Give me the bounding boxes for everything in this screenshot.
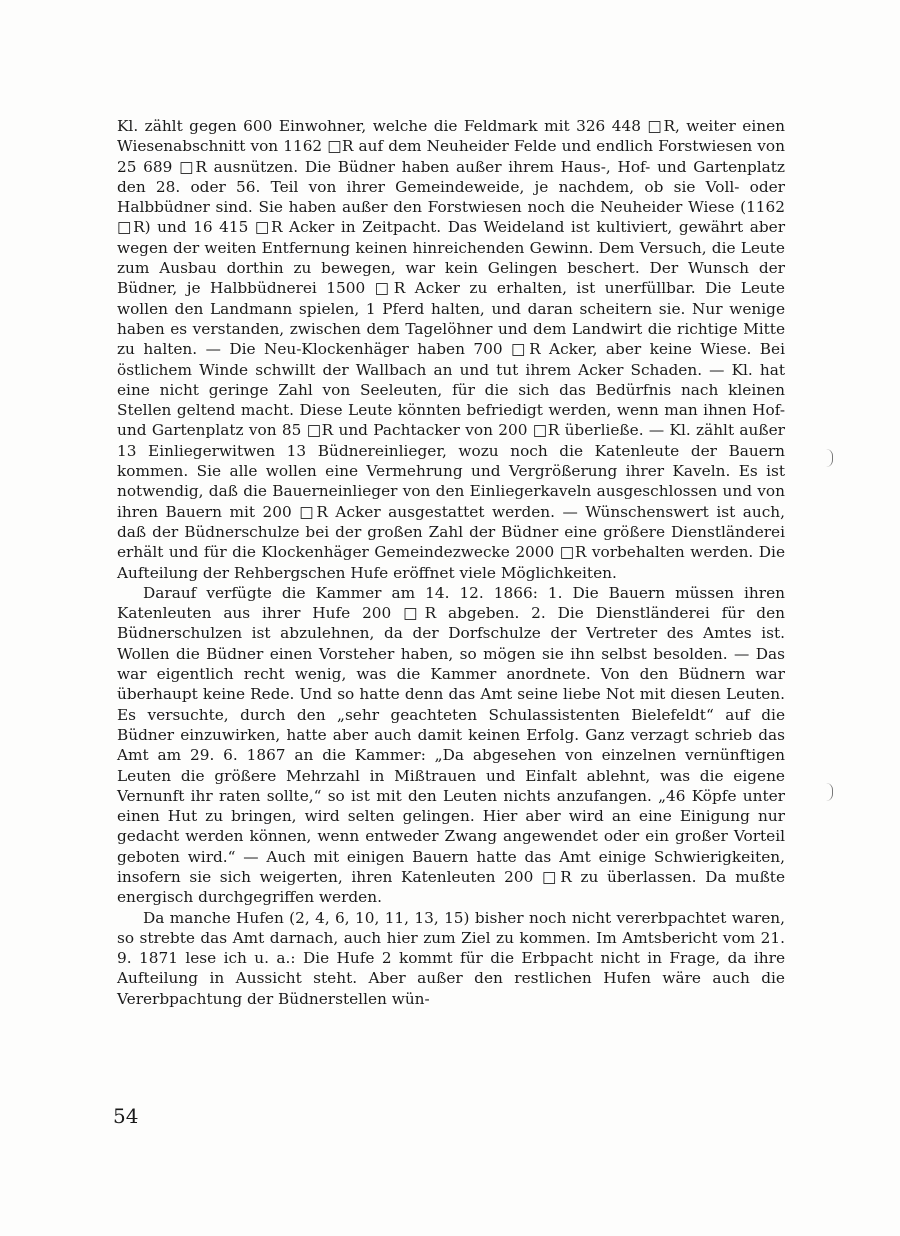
paragraph-2: Darauf verfügte die Kammer am 14. 12. 1866: 1. Die Bauern müssen ihren Katenleuten aus ihrer Hufe 200 □R abgeben. 2. Die Dienstländerei für den Büdnerschulzen ist abzulehnen, da der Dorfschulze der Vertreter des Amtes ist. Wollen die Büdner einen Vorsteher haben, so mögen sie ihn selbst besolden. — Das war eigentlich recht wenig, was die Kammer anordnete. Von den Büdnern war überhaupt keine Rede. Und so hatte denn das Amt seine liebe Not mit diesen Leuten. Es versuchte, durch den „sehr geachteten Schulassistenten Bielefeldt“ auf die Büdner einzuwirken, hatte aber auch damit keinen Erfolg. Ganz verzagt schrieb das Amt am 29. 6. 1867 an die Kammer: „Da abgesehen von einzelnen vernünftigen Leuten die größere Mehrzahl in Mißtrauen und Einfalt ablehnt, was die eigene Vernunft ihr raten sollte,“ so ist mit den Leuten nichts anzufangen. „46 Köpfe unter einen Hut zu bringen, wird selten gelingen. Hier aber wird an eine Einigung nur gedacht werden können, wenn entweder Zwang angewendet oder ein großer Vorteil geboten wird.“ — Auch mit einigen Bauern hatte das Amt einige Schwierigkeiten, insofern sie sich weigerten, ihren Katenleuten 200 □R zu überlassen. Da mußte energisch durchgegriffen werden. [117,583,785,907]
binding-hole-mark-lower [826,783,833,801]
paragraph-3: Da manche Hufen (2, 4, 6, 10, 11, 13, 15) bisher noch nicht vererbpachtet waren, so strebte das Amt darnach, auch hier zum Ziel zu kommen. Im Amtsbericht vom 21. 9. 1871 lese ich u. a.: Die Hufe 2 kommt für die Erbpacht nicht in Frage, da ihre Aufteilung in Aussicht steht. Aber außer den restlichen Hufen wäre auch die Vererbpachtung der Büdnerstellen wün- [117,908,785,1008]
body-text [117,116,785,1009]
paragraph-1: Kl. zählt gegen 600 Einwohner, welche die Feldmark mit 326 448 □R, weiter einen Wiesenabschnitt von 1162 □R auf dem Neuheider Felde und endlich Forstwiesen von 25 689 □R ausnützen. Die Büdner haben außer ihrem Haus-, Hof- und Gartenplatz den 28. oder 56. Teil von ihrer Gemeindeweide, je nachdem, ob sie Voll- oder Halbbüdner sind. Sie haben außer den Forstwiesen noch die Neuheider Wiese (1162 □R) und 16 415 □R Acker in Zeitpacht. Das Weideland ist kultiviert, gewährt aber wegen der weiten Entfernung keinen hinreichenden Gewinn. Dem Versuch, die Leute zum Ausbau dorthin zu bewegen, war kein Gelingen beschert. Der Wunsch der Büdner, je Halbbüdnerei 1500 □R Acker zu erhalten, ist unerfüllbar. Die Leute wollen den Landmann spielen, 1 Pferd halten, und daran scheitern sie. Nur wenige haben es verstanden, zwischen dem Tagelöhner und dem Landwirt die richtige Mitte zu halten. — Die Neu-Klockenhäger haben 700 □R Acker, aber keine Wiese. Bei östlichem Winde schwillt der Wallbach an und tut ihrem Acker Schaden. — Kl. hat eine nicht geringe Zahl von Seeleuten, für die sich das Bedürfnis nach kleinen Stellen geltend macht. Diese Leute könnten befriedigt werden, wenn man ihnen Hof- und Gartenplatz von 85 □R und Pachtacker von 200 □R überließe. — Kl. zählt außer 13 Einliegerwitwen 13 Büdnereinlieger, wozu noch die Katenleute der Bauern kommen. Sie alle wollen eine Vermehrung und Vergrößerung ihrer Kaveln. Es ist notwendig, daß die Bauerneinlieger von den Einliegerkaveln ausgeschlossen und von ihren Bauern mit 200 □R Acker ausgestattet werden. — Wünschenswert ist auch, daß der Büdnerschulze bei der großen Zahl der Büdner eine größere Dienstländerei erhält und für die Klockenhäger Gemeindezwecke 2000 □R vorbehalten werden. Die Aufteilung der Rehbergschen Hufe eröffnet viele Möglichkeiten. [117,117,785,582]
binding-hole-mark-upper [826,449,833,467]
page-number: 54 [113,1104,139,1128]
